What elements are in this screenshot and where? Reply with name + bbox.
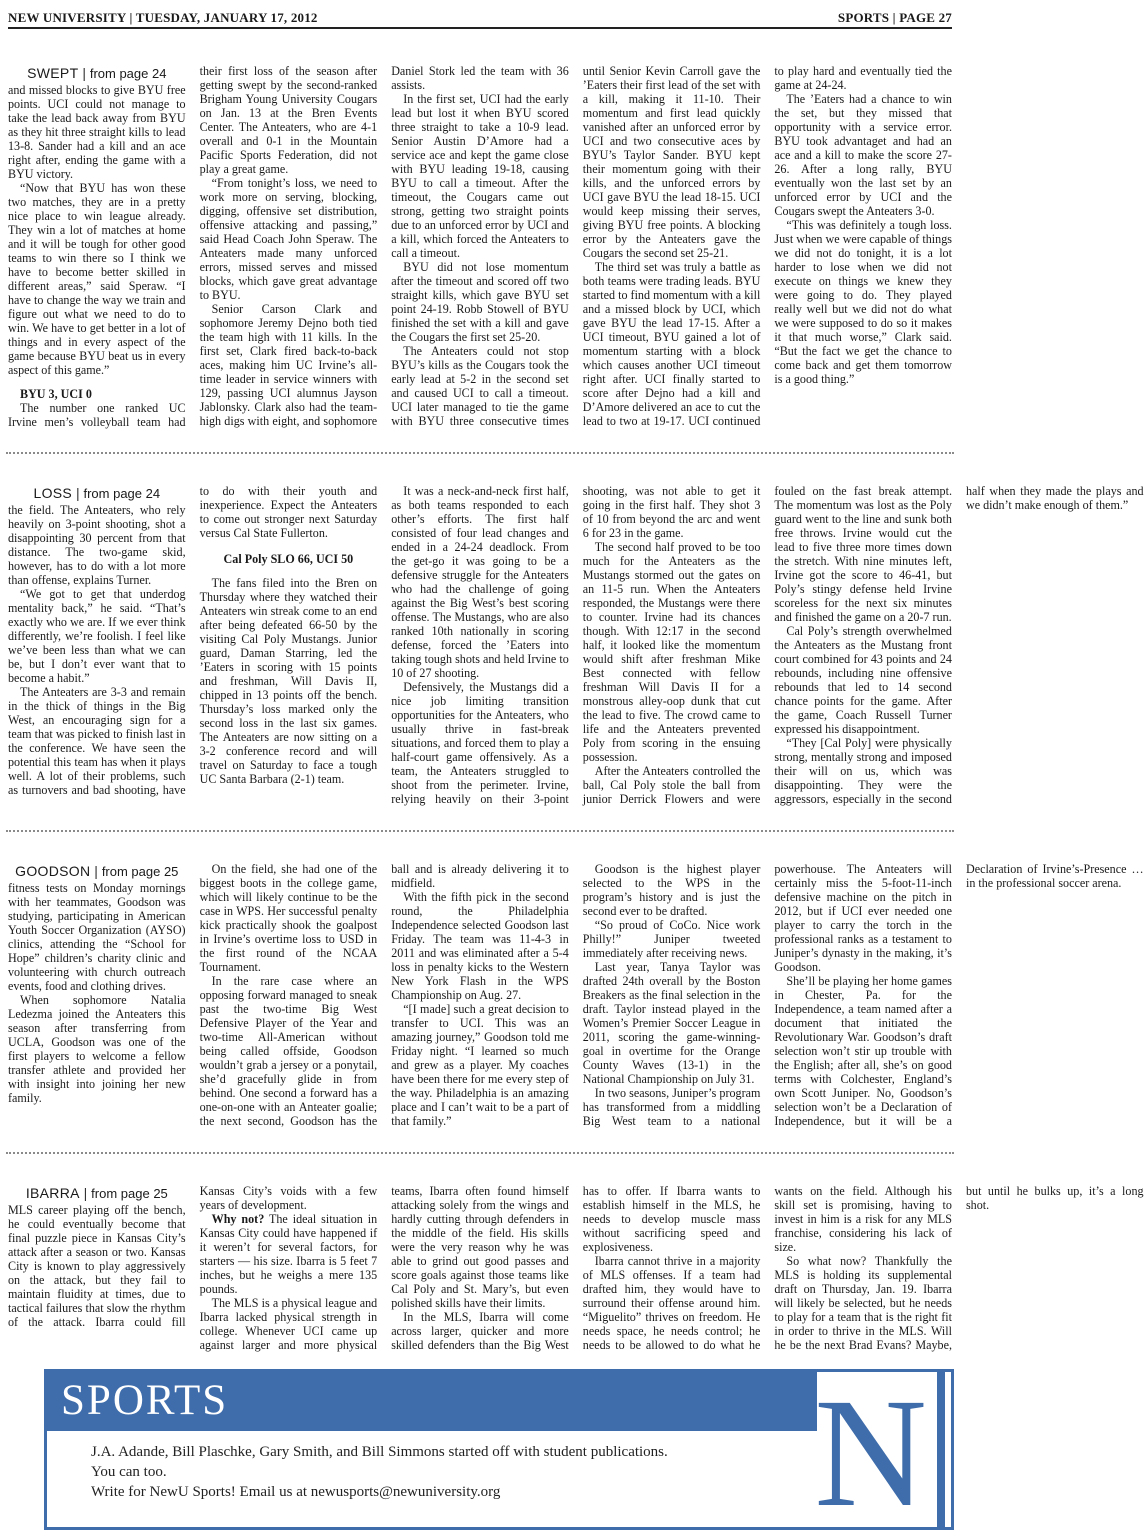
paragraph: On the field, she had one of the biggest boots in the college game, which will likely continue to be the case in WPS. Her successful penalty kick practically shook the goalpost in Irvine’s overtime loss to USD in the first round of the NCAA Tournament.	[199, 862, 378, 974]
paragraph: In the first set, UCI had the early lead but lost it when BYU scored three straight to take a 10-9 lead. Senior Austin D’Amore had a service ace and kept the game close with BYU leading 19-18, causing BYU to call a timeout. After the timeout, the Cougars came out strong, getting two straight points due to an unforced error by UCI and a kill, which forced the Anteaters to call a timeout.	[391, 92, 569, 260]
paragraph: In two seasons, Juniper’s program has transformed from a middling Big West team to a national powerhouse. The Anteaters will certainly miss the 5-foot-11-inch defensive machine on the pitch in 2012, but if UCI ever needed one player to carry the torch in the professional ranks as a testament to Juniper’s dynasty in the making, it’s Goodson.	[582, 862, 952, 1128]
story-loss	[8, 484, 1144, 810]
promo-line: J.A. Adande, Bill Plaschke, Gary Smith, and Bill Simmons started off with student publications.	[91, 1444, 668, 1460]
paragraph: The Anteaters are 3-3 and remain in the thick of things in the Big West, an encouraging sign for a team that was picked to finish last in the conference. We have seen the potential this team has when it plays well. A lot of their problems, such as turnovers and bad shooting, have to do with their youth and inexperience. Expect the Anteaters to come out stronger next Saturday versus Cal State Fullerton.	[8, 484, 378, 797]
masthead-right: SPORTS | PAGE 27	[837, 10, 952, 25]
subhead: BYU 3, UCI 0	[20, 387, 92, 401]
page-masthead	[8, 4, 952, 26]
story-goodson	[8, 862, 1144, 1132]
paragraph: “So proud of CoCo. Nice work Philly!” Juniper tweeted immediately after receiving news.	[582, 918, 761, 960]
paragraph: She’ll be playing her home games in Chester, Pa. for the Independence, a team named after a document that initiated the Revolutionary War. Goodson’s draft selection won’t stir up trouble with the English; after all, she’s on good terms with Colchester, England’s own Scott Juniper. No, Goodson’s selection won’t be a Declaration of Independence, but it will be a Declaration of Irvine’s-Presence … in the professional soccer arena.	[774, 862, 1144, 1128]
paragraph: “They [Cal Poly] were physically strong, mentally strong and imposed their will on us, which was disappointing. They were the aggressors, especially in the second half when they made the plays and we didn’t make enough of them.”	[774, 484, 1144, 806]
paragraph: The MLS is a physical league and Ibarra lacked physical strength in college. Whenever UCI came up against larger and more physical teams, Ibarra often found himself attacking solely from the wings and hardly cutting through defenders in the middle of the field. His skills were the very reason why he was able to grind out good passes and score goals against those teams like Cal Poly and St. Mary’s, but even polished skills have their limits.	[199, 1184, 569, 1352]
paragraph: the field. The Anteaters, who rely heavily on 3-point shooting, shot a disappointing 30 percent from that distance. The two-game skid, however, has to do with a lot more than offense, explains Turner.	[8, 503, 186, 587]
paragraph: Why not? The ideal situation in Kansas City could have happened if it weren’t for several factors, for starters — his size. Ibarra is 5 feet 7 inches, but he weighs a mere 135 pounds.	[199, 1212, 378, 1296]
paragraph: “Now that BYU has won these two matches, they are in a pretty nice place to win league already. They win a lot of matches at home and it will be tough for other good teams to win there so I think we have to become better skilled in different areas,” said Speraw. “I have to change the way we train and figure out what we need to do to win. We have to get better in a lot of things and in every aspect of the game because BYU beat us in every aspect of this game.”	[8, 181, 186, 377]
masthead-rule	[8, 27, 952, 29]
paragraph: It was a neck-and-neck first half, as both teams responded to each other’s efforts. The first half consisted of four lead changes and ended in a 24-24 deadlock. From the get-go it was going to be a defensive struggle for the Anteaters who had the challenge of going against the Big West’s best scoring offense. The Mustangs, who are also ranked 10th nationally in scoring defense, forced the ’Eaters into taking tough shots and held Irvine to 10 of 27 shooting.	[391, 484, 569, 680]
paragraph: BYU did not lose momentum after the timeout and scored off two straight kills, which gave BYU set point 24-19. Robb Stowell of BYU finished the set with a kill and gave the Cougars the first set 25-20.	[391, 260, 569, 344]
story-swept	[8, 64, 952, 434]
masthead-left: NEW UNIVERSITY | TUESDAY, JANUARY 17, 2012	[8, 10, 318, 25]
section-divider	[6, 830, 954, 832]
promo-text	[91, 1442, 668, 1502]
section-divider	[6, 1152, 954, 1154]
promo-banner	[47, 1372, 817, 1431]
paragraph: “[I made] such a great decision to transfer to UCI. This was an amazing journey,” Goodson told me Friday night. “I learned so much and grew as a player. My coaches have been there for me every step of the way. Philadelphia is an amazing place and I can’t wait to be a part of that family.”	[391, 1002, 569, 1128]
paragraph: The fans filed into the Bren on Thursday where they watched their Anteaters win streak come to an end after being defeated 66-50 by the visiting Cal Poly Mustangs. Junior guard, Daman Starring, led the ’Eaters in scoring with 15 points and freshman, Will Davis II, chipped in 13 points off the bench. Thursday’s loss marked only the second loss in the last six games. The Anteaters are now sitting on a 3-2 conference record and will travel on Saturday to face a tough UC Santa Barbara (2-1) team.	[199, 576, 378, 786]
jump-head-swept[interactable]: SWEPT | from page 24	[27, 65, 167, 81]
lead-in: Why not?	[211, 1212, 265, 1226]
section-divider	[6, 452, 954, 454]
paragraph: The number one ranked UC Irvine men’s volleyball team had their first loss of the season after getting swept by the second-ranked Brigham Young University Cougars on Jan. 13 at the Bren Events Center. The Anteaters, who are 4-1 overall and 0-1 in the Mountain Pacific Sports Federation, did not play a great game.	[8, 64, 378, 429]
paragraph: “We got to get that underdog mentality back,” he said. “That’s exactly who we are. If we ever think differently, we’re foolish. I feel like we’ve been less than what we can be, but I don’t ever want that to become a habit.”	[8, 587, 186, 685]
story-ibarra	[8, 1184, 1144, 1352]
paragraph: “From tonight’s loss, we need to work more on serving, blocking, digging, offensive set distribution, offensive attacking and passing,” said Head Coach John Speraw. The Anteaters made many unforced errors, missed serves and missed blocks, which gave great advantage to BYU.	[199, 176, 378, 302]
jump-head-ibarra[interactable]: IBARRA | from page 25	[25, 1185, 168, 1201]
paragraph: and missed blocks to give BYU free points. UCI could not manage to take the lead back away from BYU as they hit three straight kills to lead 13-8. Sander had a kill and an ace right after, ending the game with a BYU victory.	[8, 83, 186, 181]
paragraph: In the rare case where an opposing forward managed to sneak past the two-time Big West Defensive Player of the Year and two-time All-American without being called offside, Goodson wouldn’t grab a jersey or a ponytail, she’d gracefully glide in from behind. One second a forward has a one-on-one with an Anteater goalie; the next second, Goodson has the ball and is already delivering it to midfield.	[199, 862, 569, 1128]
paragraph: The ’Eaters had a chance to win the set, but they missed that opportunity with a service error. BYU took advantaget and had an ace and a kill to make the score 27-26. After a long rally, BYU eventually won the last set by an unforced error by UCI and the Cougars swept the Anteaters 3-0.	[774, 92, 952, 218]
paragraph: fitness tests on Monday mornings with her teammates, Goodson was studying, participating in American Youth Soccer Organization (AYSO) clinics, attending the “School for Hope” children’s charity clinic and volunteering with church outreach events, food and clothing drives.	[8, 881, 186, 993]
paragraph: Ibarra cannot thrive in a majority of MLS offenses. If a team had drafted him, they would have to surround their offense around him. “Miguelito” thrives on freedom. He needs space, he needs control; he needs to be allowed to do what he wants on the field. Although his skill set is promising, having to invest in him is a risk for any MLS franchise, considering his lack of size.	[582, 1184, 952, 1352]
paragraph: The third set was truly a battle as both teams were trading leads. BYU started to find momentum with a kill and a missed block by UCI, which gave BYU the lead 17-15. After a UCI timeout, BYU gained a lot of momentum starting with a block which causes another UCI timeout right after. UCI finally started to score after Dejno had a kill and D’Amore delivered an ace to cut the lead to two at 19-17. UCI continued to play hard and eventually tied the game at 24-24.	[582, 64, 952, 428]
paragraph: Senior Carson Clark and sophomore Jeremy Dejno both tied the team high with 11 kills. In the first set, Clark fired back-to-back aces, making him UC Irvine’s all-time leader in service winners with 129, passing UCI alumnus Jayson Jablonsky. Clark also had the team-high digs with eight, and sophomore Daniel Stork led the team with 36 assists.	[199, 64, 569, 428]
paragraph: MLS career playing off the bench, he could eventually become that final puzzle piece in Kansas City’s attack after a season or two. Kansas City is known to play aggressively on the attack, but they fail to maintain fluidity at times, due to tactical failures that slow the rhythm of the attack. Ibarra could fill Kansas City’s voids with a few years of development.	[8, 1184, 378, 1329]
paragraph: Last year, Tanya Taylor was drafted 24th overall by the Boston Breakers as the final selection in the draft. Taylor instead played in the Women’s Premier Soccer League in 2011, scoring the game-winning-goal in overtime for the Orange County Waves (13-1) in the National Championship on July 31.	[582, 960, 761, 1086]
subhead: Cal Poly SLO 66, UCI 50	[223, 552, 354, 566]
paragraph: With the fifth pick in the second round, the Philadelphia Independence selected Goodson last Friday. The team was 11-4-3 in 2011 and was eliminated after a 5-4 loss in penalty kicks to the Western New York Flash in the WPS Championship on Aug. 27.	[391, 890, 569, 1002]
paragraph: “This was definitely a tough loss. Just when we were capable of things we did not do tonight, it is a lot harder to lose when we did not execute on things we knew they were going to do. They played really well but we did not do what we were supposed to do so it makes it that much worse,” Clark said. “But the fact we get the chance to come back and get them tomorrow is a good thing.”	[774, 218, 952, 386]
paragraph: In the MLS, Ibarra will come across larger, quicker and more skilled defenders than the Big West has to offer. If Ibarra wants to establish himself in the MLS, he needs to develop muscle mass without sacrificing speed and explosiveness.	[391, 1184, 761, 1352]
sports-recruit-ad	[44, 1366, 954, 1539]
paragraph: Cal Poly’s strength overwhelmed the Anteaters as the Mustang front court combined for 43 points and 24 rebounds, including nine offensive rebounds that led to 14 second chance points for the game. After the game, Coach Russell Turner expressed his disappointment.	[774, 624, 952, 736]
paragraph: So what now? Thankfully the MLS is holding its supplemental draft on Thursday, Jan. 19. Ibarra will likely be selected, but he needs to play for a team that is the right fit in order to thrive in the MLS. Will he be the next Brad Evans? Maybe, but until he bulks up, it’s a long shot.	[774, 1184, 1144, 1352]
paragraph: Defensively, the Mustangs did a nice job limiting transition opportunities for the Anteaters, who usually thrive in fast-break situations, and forced them to play a half-court game offensively. As a team, the Anteaters struggled to shoot from the perimeter. Irvine, relying heavily on their 3-point shooting, was not able to get it going in the first half. They shot 3 of 10 from beyond the arc and went 6 for 23 in the game.	[391, 484, 761, 806]
promo-line: You can too.	[91, 1464, 167, 1480]
paragraph: Goodson is the highest player selected to the WPS in the program’s history and is just the second ever to be drafted.	[582, 862, 761, 918]
paragraph: The Anteaters could not stop BYU’s kills as the Cougars took the early lead at 5-2 in the second set and caused UCI to call a timeout. UCI later managed to tie the game with BYU three consecutive times until Senior Kevin Carroll gave the ’Eaters their first lead of the set with a kill, making it 11-10. Their momentum and first lead quickly vanished after an unforced error by UCI and two consecutive aces by BYU’s Taylor Sander. BYU kept their momentum going with their kills, and the unforced errors by UCI gave BYU the lead 18-15. UCI would keep missing their serves, giving BYU free points. A blocking error by the Anteaters gave the Cougars the second set 25-21.	[391, 64, 761, 428]
promo-title: SPORTS	[61, 1377, 229, 1424]
promo-email-line[interactable]: Write for NewU Sports! Email us at newusports@newuniversity.org	[91, 1484, 501, 1500]
new-university-logo: N	[814, 1366, 927, 1539]
paragraph: The second half proved to be too much for the Anteaters as the Mustangs stormed out the gates on an 11-5 run. When the Anteaters responded, the Mustangs were there to counter. Irvine had its chances though. With 12:17 in the second half, it looked like the momentum would shift after freshman Mike Best connected with fellow freshman Will Davis II for a monstrous alley-oop dunk that cut the lead to five. The crowd came to life and the Anteaters prevented Poly from scoring in the ensuing possession.	[582, 540, 761, 764]
paragraph: After the Anteaters controlled the ball, Cal Poly stole the ball from junior Derrick Flowers and were fouled on the fast break attempt. The momentum was lost as the Poly guard went to the line and sunk both free throws. Irvine would cut the lead to five three more times down the stretch. With nine minutes left, Irvine got the score to 46-41, but Poly’s stingy defense held Irvine scoreless for the next six minutes and finished the game on a 20-7 run.	[582, 484, 952, 806]
jump-head-goodson[interactable]: GOODSON | from page 25	[15, 863, 179, 879]
jump-head-loss[interactable]: LOSS | from page 24	[33, 485, 161, 501]
paragraph: When sophomore Natalia Ledezma joined the Anteaters this season after transferring from UCLA, Goodson was one of the first players to welcome a fellow transfer athlete and provided her with insight into joining her new family.	[8, 993, 186, 1105]
logo-bar	[937, 1372, 945, 1527]
